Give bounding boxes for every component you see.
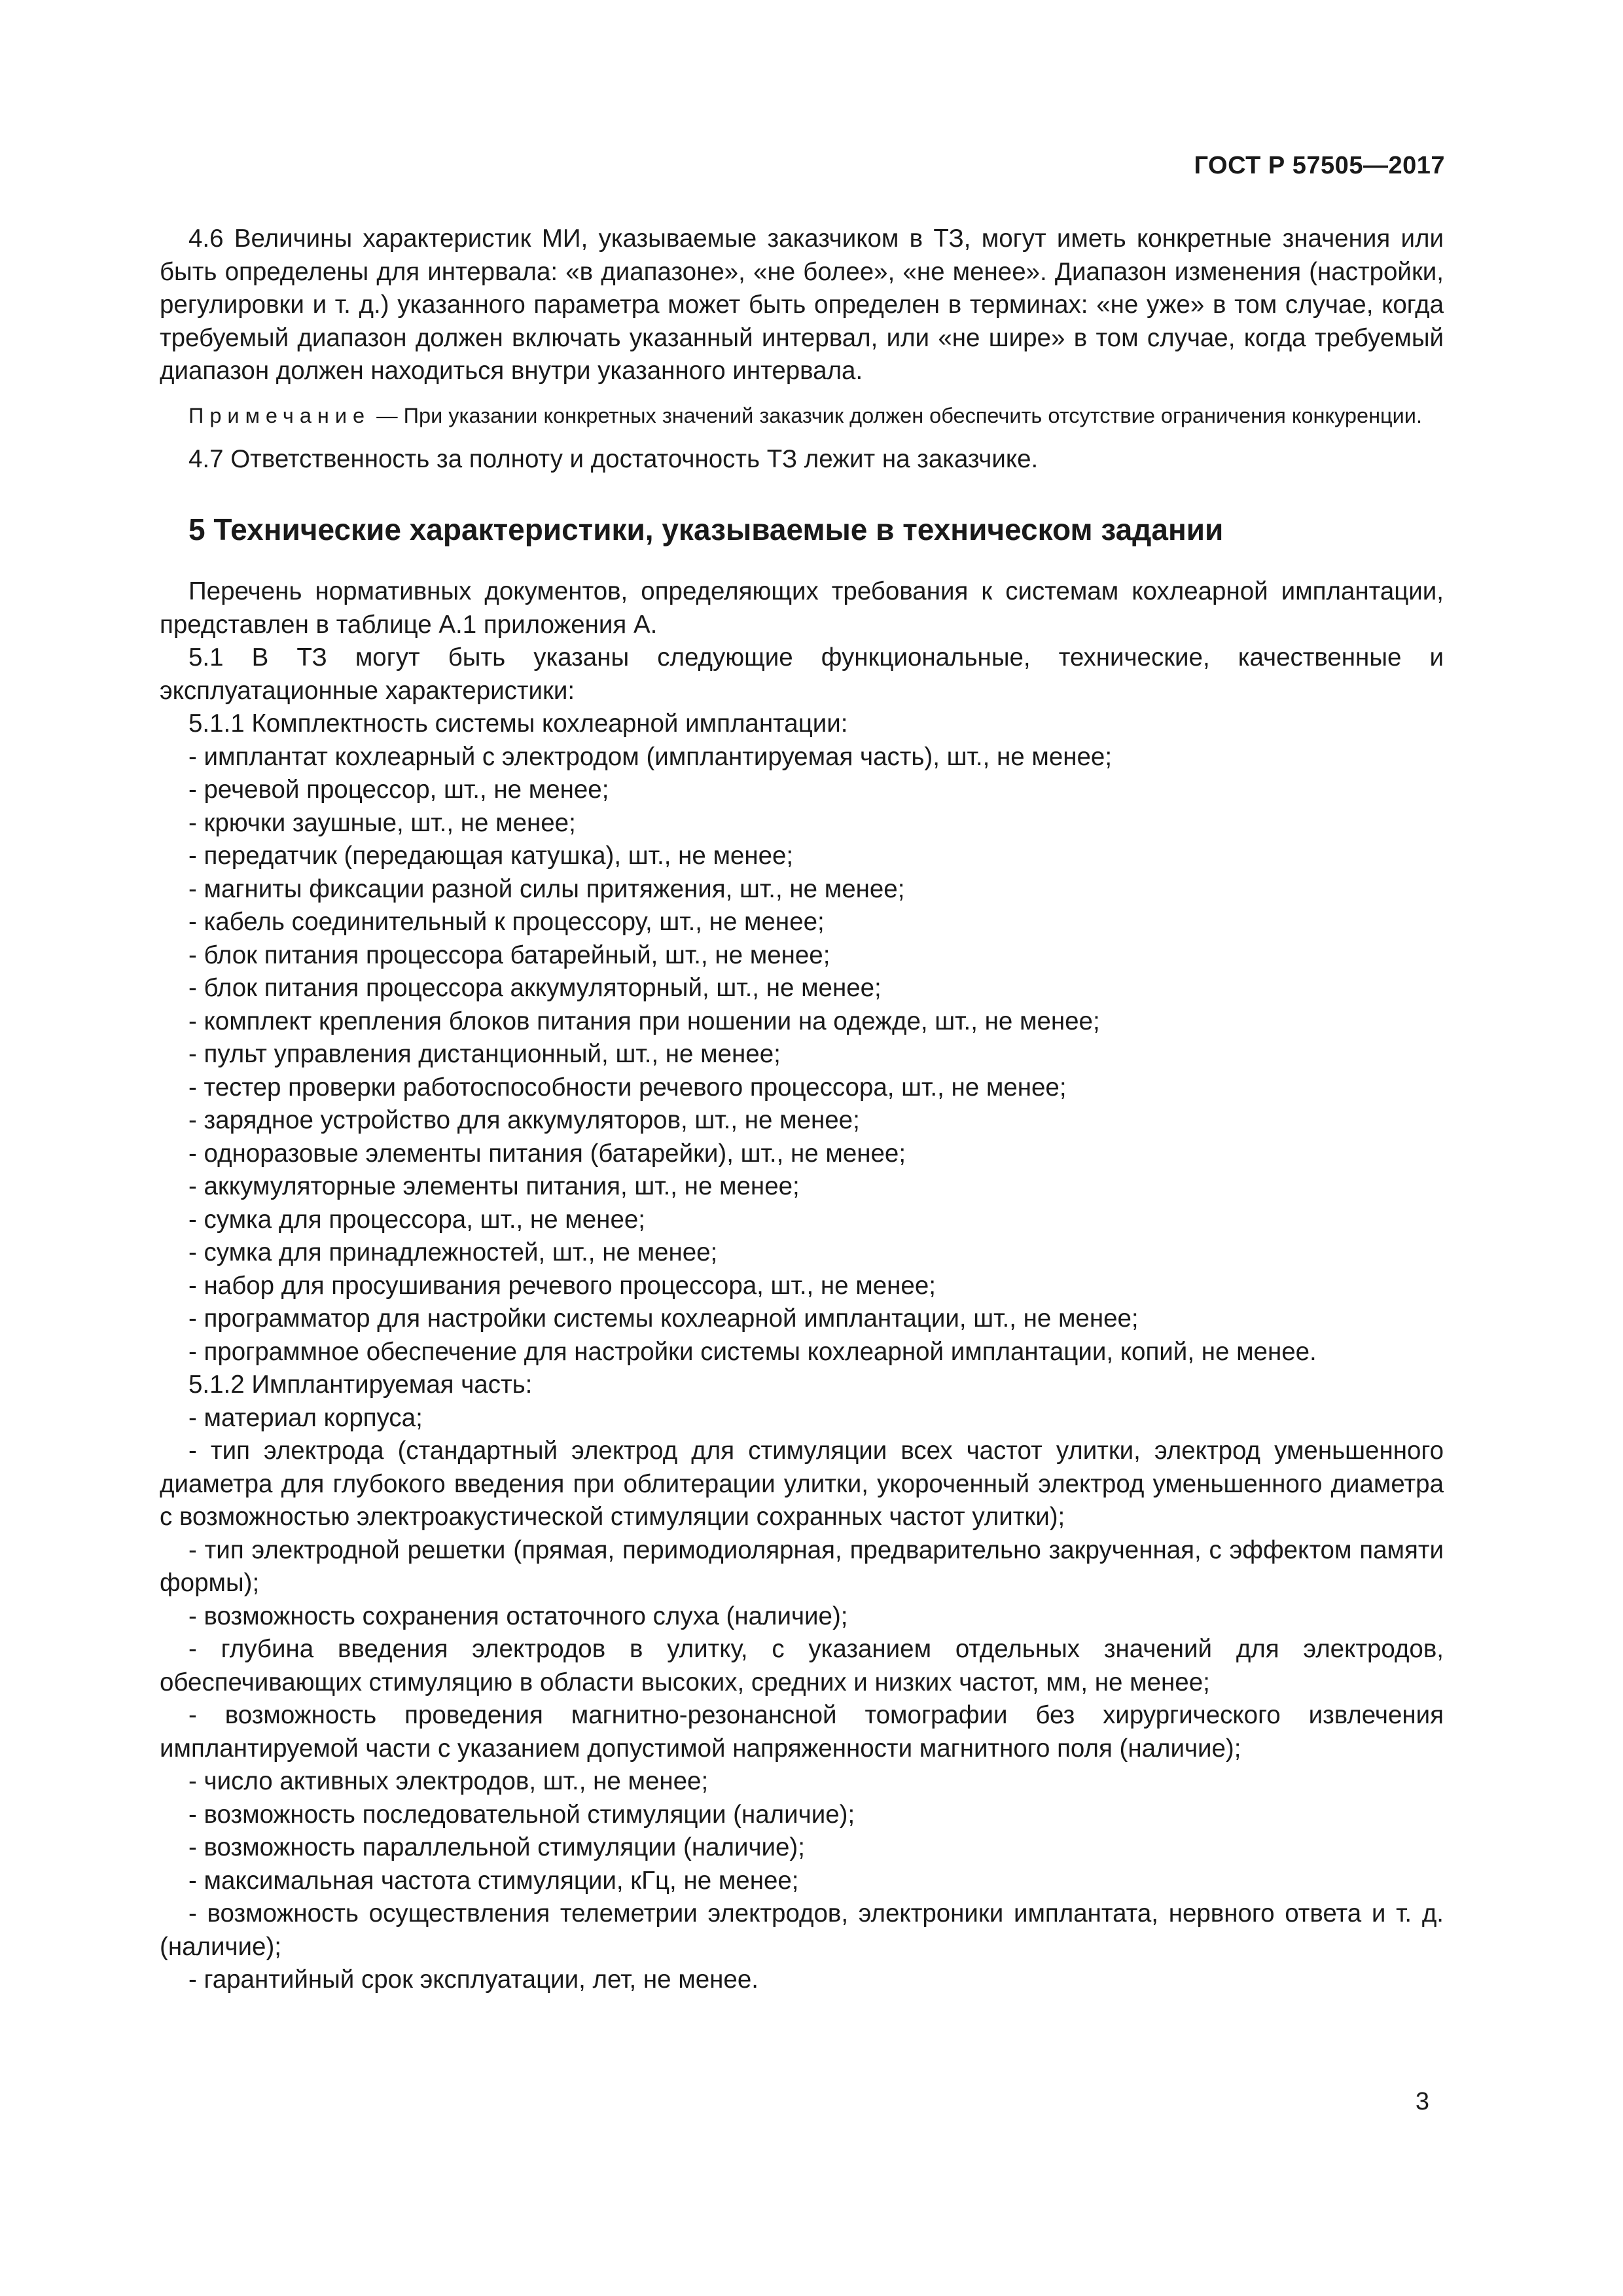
list-item: - набор для просушивания речевого процессора, шт., не менее;: [188, 1271, 936, 1300]
page-number: 3: [1415, 2088, 1429, 2115]
list-item: - комплект крепления блоков питания при ношении на одежде, шт., не менее;: [188, 1007, 1100, 1035]
list-item: - имплантат кохлеарный с электродом (имплантируемая часть), шт., не менее;: [188, 742, 1113, 771]
list-item: - возможность осуществления телеметрии электродов, электроники имплантата, нервного ответа и т. д. (наличие);: [160, 1899, 1444, 1961]
list-item: - крючки заушные, шт., не менее;: [188, 808, 576, 837]
list-item: - тип электродной решетки (прямая, перимодиолярная, предварительно закрученная, с эффектом памяти формы);: [160, 1535, 1444, 1597]
list-item: - гарантийный срок эксплуатации, лет, не менее.: [188, 1965, 758, 1994]
paragraph-5-1: 5.1 В ТЗ могут быть указаны следующие функциональные, технические, качественные и эксплуатационные характеристики:: [160, 643, 1444, 705]
list-item: - блок питания процессора батарейный, шт., не менее;: [188, 941, 830, 969]
list-item: - магниты фиксации разной силы притяжения, шт., не менее;: [188, 874, 905, 903]
list-5-1-1: [160, 741, 1444, 1369]
list-item: - кабель соединительный к процессору, шт., не менее;: [188, 908, 825, 936]
paragraph-4-7: 4.7 Ответственность за полноту и достаточность ТЗ лежит на заказчике.: [188, 444, 1039, 473]
list-item: - число активных электродов, шт., не менее;: [188, 1767, 709, 1795]
list-item: - программное обеспечение для настройки системы кохлеарной имплантации, копий, не менее.: [188, 1337, 1317, 1366]
list-item: - программатор для настройки системы кохлеарной имплантации, шт., не менее;: [188, 1304, 1139, 1333]
list-item: - тип электрода (стандартный электрод для стимуляции всех частот улитки, электрод уменьшенного диаметра для глубокого введения при облитерации улитки, укороченный электрод уменьшенного диаметра с возможностью электроакустической стимуляции сохранных частот улитки);: [160, 1437, 1444, 1531]
list-item: - сумка для принадлежностей, шт., не менее;: [188, 1238, 718, 1266]
paragraph-4-6: 4.6 Величины характеристик МИ, указываемые заказчиком в ТЗ, могут иметь конкретные значения или быть определены для интервала: «в диапазоне», «не более», «не менее». Диапазон изменения (настройки, регулировки и т. д.) указанного параметра может быть определен в терминах: «не уже» в том случае, когда требуемый диапазон должен включать указанный интервал, или «не шире» в том случае, когда требуемый диапазон должен находиться внутри указанного интервала.: [160, 224, 1444, 385]
list-item: - возможность сохранения остаточного слуха (наличие);: [188, 1602, 848, 1630]
note-label: Примечание: [188, 403, 371, 427]
list-item: - пульт управления дистанционный, шт., не менее;: [188, 1040, 781, 1068]
section-5-intro: Перечень нормативных документов, определяющих требования к системам кохлеарной имплантации, представлен в таблице А.1 приложения А.: [160, 577, 1444, 639]
paragraph-5-1-1: 5.1.1 Комплектность системы кохлеарной имплантации:: [188, 709, 848, 738]
section-5-title: 5 Технические характеристики, указываемые в техническом задании: [188, 512, 1224, 547]
list-item: - зарядное устройство для аккумуляторов, шт., не менее;: [188, 1106, 860, 1134]
paragraph-5-1-2: 5.1.2 Имплантируемая часть:: [188, 1371, 533, 1399]
document-header: ГОСТ Р 57505—2017: [1194, 152, 1445, 179]
list-item: - аккумуляторные элементы питания, шт., не менее;: [188, 1172, 800, 1200]
list-item: - одноразовые элементы питания (батарейки), шт., не менее;: [188, 1139, 906, 1168]
note-text: — При указании конкретных значений заказчик должен обеспечить отсутствие ограничения конкуренции.: [370, 403, 1422, 427]
page-content: [160, 223, 1444, 1997]
list-item: - глубина введения электродов в улитку, с указанием отдельных значений для электродов, обеспечивающих стимуляцию в области высоких, средних и низких частот, мм, не менее;: [160, 1635, 1444, 1696]
list-item: - максимальная частота стимуляции, кГц, не менее;: [188, 1866, 799, 1895]
list-5-1-2: [160, 1402, 1444, 1997]
note: [160, 401, 1444, 430]
list-item: - материал корпуса;: [188, 1403, 423, 1432]
list-item: - сумка для процессора, шт., не менее;: [188, 1205, 645, 1234]
list-item: - возможность проведения магнитно-резонансной томографии без хирургического извлечения имплантируемой части с указанием допустимой напряженности магнитного поля (наличие);: [160, 1701, 1444, 1763]
list-item: - блок питания процессора аккумуляторный, шт., не менее;: [188, 974, 882, 1002]
list-item: - передатчик (передающая катушка), шт., не менее;: [188, 842, 794, 870]
list-item: - возможность последовательной стимуляции (наличие);: [188, 1800, 855, 1829]
list-item: - тестер проверки работоспособности речевого процессора, шт., не менее;: [188, 1073, 1067, 1102]
list-item: - речевой процессор, шт., не менее;: [188, 776, 609, 804]
list-item: - возможность параллельной стимуляции (наличие);: [188, 1833, 805, 1861]
